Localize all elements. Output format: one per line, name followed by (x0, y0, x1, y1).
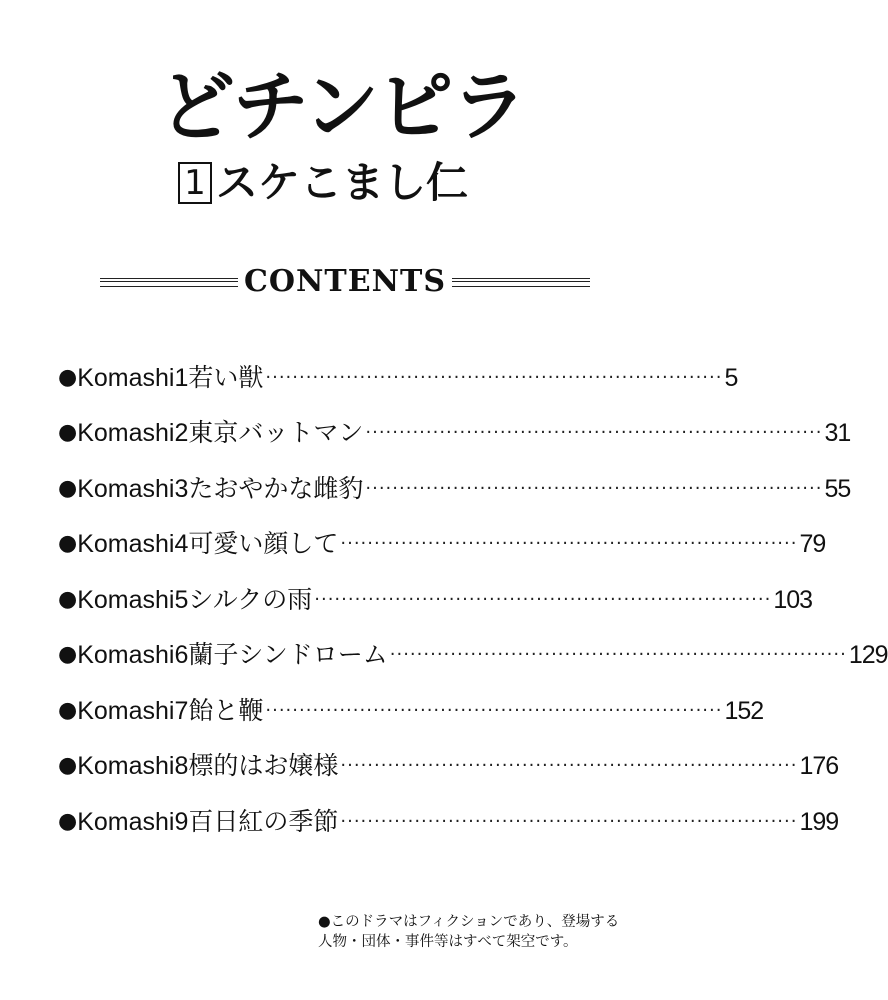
dot-leader: ···································································· (340, 533, 798, 555)
chapter-label: Komashi (77, 419, 175, 448)
chapter-label: Komashi (77, 585, 175, 614)
chapter-label: Komashi (77, 530, 175, 559)
dot-leader: ···································································· (365, 477, 823, 499)
heading-rule-right (452, 278, 590, 287)
contents-heading-text: CONTENTS (243, 264, 447, 299)
bullet-icon: ● (58, 420, 78, 446)
page-number: 5 (724, 363, 738, 392)
toc-entry (58, 628, 888, 684)
chapter-label: Komashi (77, 807, 175, 836)
toc-entry (58, 683, 764, 739)
chapter-title: たおやかな雌豹 (188, 473, 364, 503)
dot-leader: ···································································· (389, 644, 847, 666)
toc-entry (58, 406, 851, 462)
dot-leader: ···································································· (340, 755, 798, 777)
chapter-title: シルクの雨 (188, 584, 313, 614)
toc-entry (58, 461, 851, 517)
toc-entry (58, 794, 839, 850)
bullet-icon: ● (58, 753, 78, 779)
page-number: 199 (799, 807, 839, 836)
table-of-contents (58, 350, 888, 850)
dot-leader: ···································································· (340, 810, 798, 832)
chapter-title: 可愛い顔して (188, 529, 339, 559)
bullet-icon: ● (58, 475, 78, 501)
chapter-number: 6 (174, 641, 189, 670)
chapter-title: 若い獣 (188, 362, 264, 392)
page-number: 79 (799, 530, 826, 559)
chapter-title: 蘭子シンドローム (188, 640, 388, 670)
chapter-number: 7 (174, 696, 189, 725)
chapter-label: Komashi (77, 752, 175, 781)
chapter-label: Komashi (77, 641, 175, 670)
bullet-icon: ● (58, 808, 78, 834)
chapter-number: 5 (174, 585, 189, 614)
chapter-label: Komashi (77, 696, 175, 725)
dot-leader: ···································································· (265, 366, 723, 388)
disclaimer-line-1: ●このドラマはフィクションであり、登場する (318, 914, 620, 930)
chapter-number: 4 (174, 530, 189, 559)
chapter-label: Komashi (77, 363, 175, 392)
page-number: 31 (824, 419, 851, 448)
book-title: どチンピラ (158, 62, 526, 151)
volume-number-box: 1 (178, 162, 212, 204)
volume-subtitle (178, 158, 468, 208)
page-number: 129 (848, 641, 888, 670)
dot-leader: ···································································· (265, 699, 723, 721)
fiction-disclaimer (318, 912, 658, 952)
bullet-icon: ● (58, 586, 78, 612)
bullet-icon: ● (58, 642, 78, 668)
chapter-title: 東京バットマン (188, 418, 364, 448)
contents-heading (100, 262, 590, 302)
page-number: 152 (724, 696, 764, 725)
page-number: 103 (773, 585, 813, 614)
dot-leader: ···································································· (314, 588, 772, 610)
chapter-title: 飴と鞭 (188, 695, 264, 725)
toc-entry (58, 572, 813, 628)
heading-rule-left (100, 278, 238, 287)
volume-title: スケこまし仁 (216, 158, 469, 207)
chapter-number: 2 (174, 419, 189, 448)
disclaimer-line-2: 人物・団体・事件等はすべて架空です。 (318, 934, 578, 950)
chapter-number: 1 (174, 363, 189, 392)
page-number: 55 (824, 474, 851, 503)
chapter-number: 3 (174, 474, 189, 503)
bullet-icon: ● (58, 364, 78, 390)
toc-entry (58, 517, 826, 573)
chapter-number: 9 (174, 807, 189, 836)
chapter-label: Komashi (77, 474, 175, 503)
toc-entry (58, 739, 839, 795)
chapter-title: 標的はお嬢様 (188, 751, 339, 781)
bullet-icon: ● (58, 697, 78, 723)
page-number: 176 (799, 752, 839, 781)
dot-leader: ···································································· (365, 422, 823, 444)
toc-entry (58, 350, 738, 406)
chapter-number: 8 (174, 752, 189, 781)
bullet-icon: ● (58, 531, 78, 557)
chapter-title: 百日紅の季節 (188, 806, 339, 836)
